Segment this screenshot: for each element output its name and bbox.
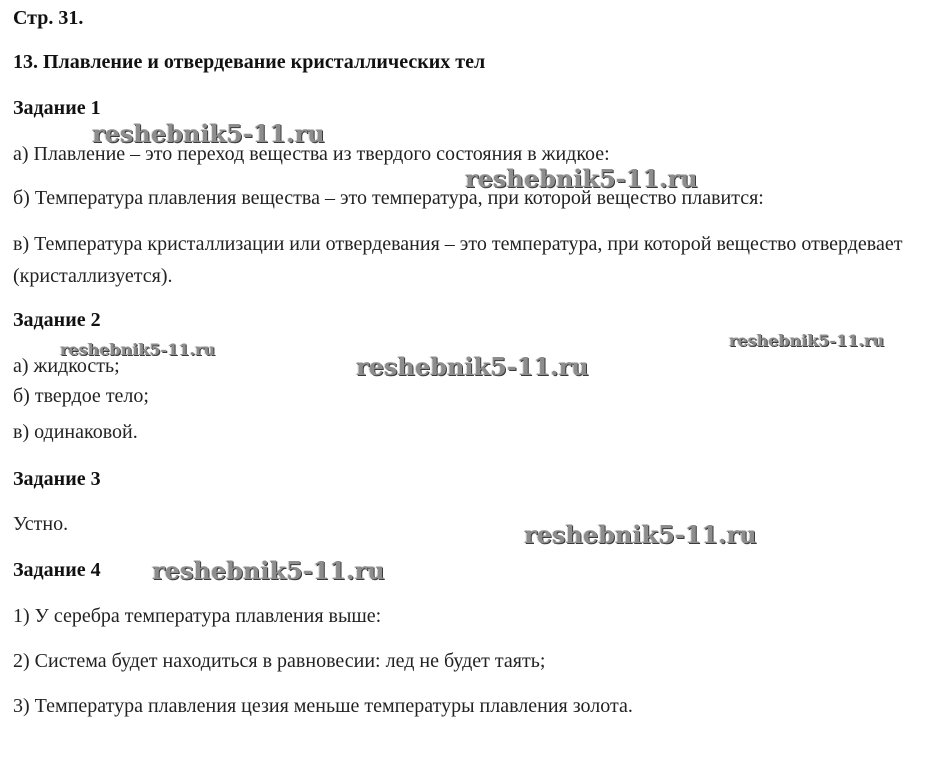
task-3-heading: Задание 3	[13, 468, 101, 490]
page-header: Стр. 31.	[13, 7, 84, 29]
watermark: reshebnik5-11.ru	[60, 340, 216, 359]
task-2-answer-c: в) одинаковой.	[13, 421, 138, 443]
task-4-heading: Задание 4	[13, 559, 101, 581]
task-4-item-3: 3) Температура плавления цезия меньше температуры плавления золота.	[13, 695, 633, 717]
watermark: reshebnik5-11.ru	[356, 352, 589, 381]
task-3-text: Устно.	[13, 513, 69, 535]
watermark: reshebnik5-11.ru	[152, 556, 385, 585]
section-title: 13. Плавление и отвердевание кристаллических тел	[13, 51, 486, 73]
task-1-answer-c: в) Температура кристаллизации или отвердевания – это температура, при которой вещество отвердевает (кристаллизуется).	[13, 233, 903, 287]
watermark: reshebnik5-11.ru	[729, 331, 885, 350]
task-2-heading: Задание 2	[13, 309, 101, 331]
task-1-heading: Задание 1	[13, 97, 101, 119]
task-2-answer-b: б) твердое тело;	[13, 385, 149, 407]
watermark: reshebnik5-11.ru	[524, 520, 757, 549]
task-2-answer-a: а) жидкость;	[13, 355, 120, 377]
watermark: reshebnik5-11.ru	[92, 119, 325, 148]
watermark: reshebnik5-11.ru	[465, 164, 698, 193]
task-1-answer-a: а) Плавление – это переход вещества из твердого состояния в жидкое:	[13, 143, 610, 165]
task-4-item-2: 2) Система будет находиться в равновесии: лед не будет таять;	[13, 650, 546, 672]
task-1-answer-b: б) Температура плавления вещества – это температура, при которой вещество плавится:	[13, 187, 764, 209]
task-4-item-1: 1) У серебра температура плавления выше:	[13, 605, 382, 627]
